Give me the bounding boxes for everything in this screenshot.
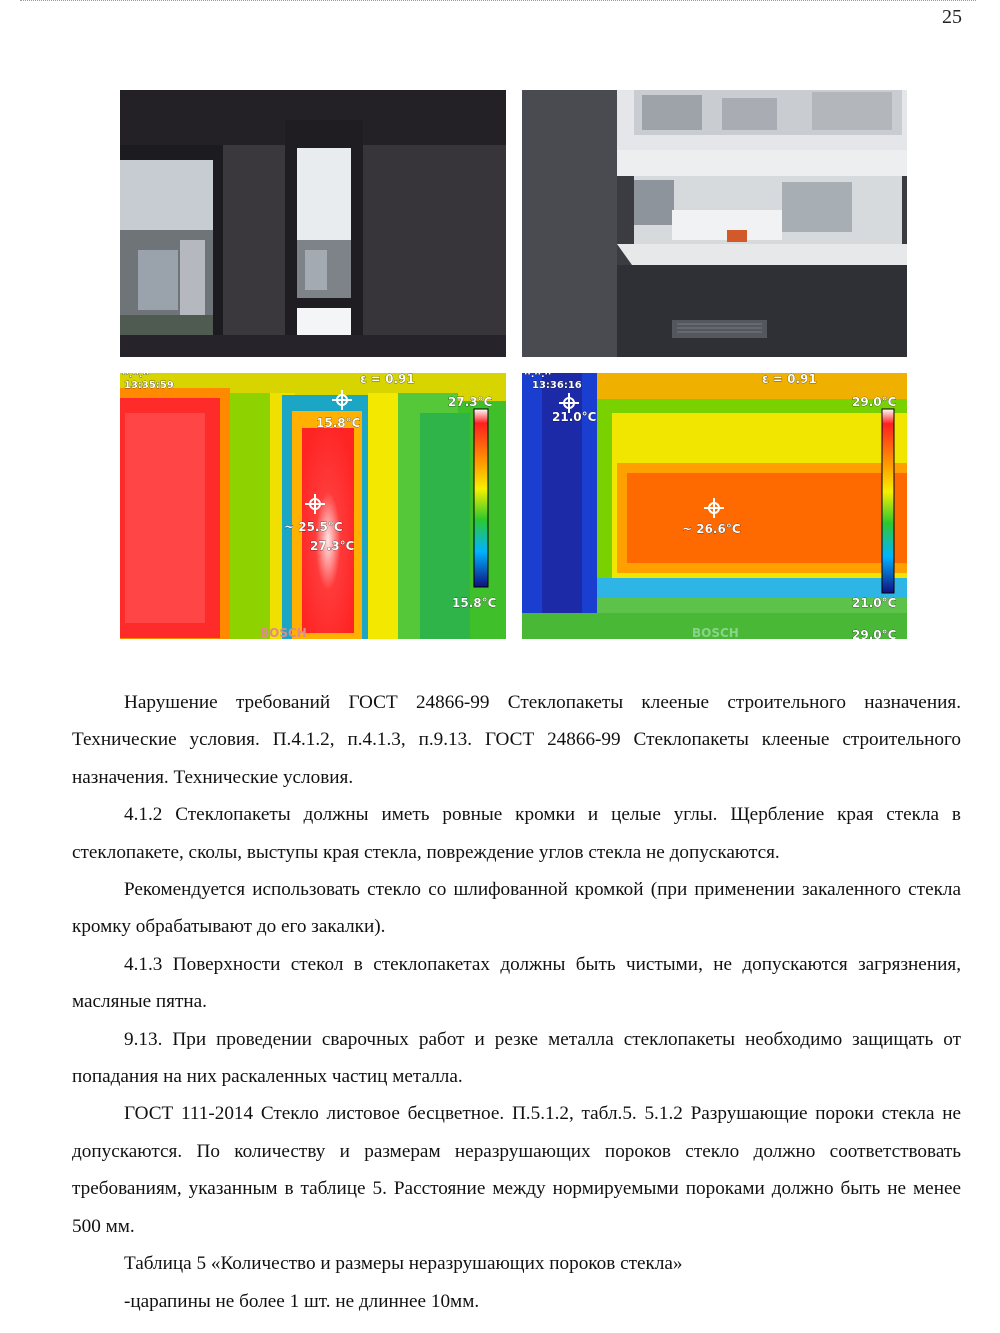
thermogram-left-marker-hot: 27.3°C: [310, 539, 355, 553]
paragraph: 4.1.3 Поверхности стекол в стеклопакетах должны быть чистыми, не допускаются загрязнения, масляные пятна.: [72, 953, 961, 1013]
thermogram-left-date: ··.··.··: [122, 373, 150, 380]
photo-window-interior: [120, 90, 506, 357]
thermogram-right-bottom-label: 29.0°C: [852, 628, 897, 639]
thermogram-left-time: 13:35:59: [124, 380, 174, 391]
thermogram-left-marker-center: ~ 25.5°C: [284, 520, 343, 534]
thermogram-right-date: ··.··.··: [524, 373, 552, 380]
thermogram-right-scale-min: 21.0°C: [852, 596, 897, 610]
paragraph: 4.1.2 Стеклопакеты должны иметь ровные кромки и целые углы. Щербление края стекла в стеклопакете, сколы, выступы края стекла, повреждение углов стекла не допускаются.: [72, 804, 961, 863]
thermogram-left-scale-min: 15.8°C: [452, 596, 497, 610]
paragraph: ГОСТ 111-2014 Стекло листовое бесцветное. П.5.1.2, табл.5. 5.1.2 Разрушающие пороки стекла не допускаются. По количеству и размерам неразрушающих пороков стекло должно соответствовать требованиям, указанным в таблице 5. Расстояние между нормируемыми пороками должно быть не менее 500 мм.: [72, 1103, 961, 1237]
thermogram-left: [120, 373, 506, 639]
thermogram-right-emissivity: ε = 0.91: [762, 373, 817, 386]
thermogram-right-marker-cold: 21.0°C: [552, 410, 597, 424]
thermogram-left-scale-max: 27.3°C: [448, 395, 493, 409]
top-dotted-rule: [20, 0, 976, 1]
document-body: [72, 684, 961, 1320]
thermogram-right: [522, 373, 907, 639]
paragraph: 9.13. При проведении сварочных работ и резке металла стеклопакеты необходимо защищать от попадания на них раскаленных частиц металла.: [72, 1028, 961, 1088]
thermogram-right-time: 13:36:16: [532, 380, 582, 391]
thermogram-left-emissivity: ε = 0.91: [360, 373, 415, 386]
thermogram-left-marker-cold: 15.8°C: [316, 416, 361, 430]
thermogram-right-marker-center: ~ 26.6°C: [682, 522, 741, 536]
photo-window-view: [522, 90, 907, 357]
table-caption: Таблица 5 «Количество и размеры неразрушающих пороков стекла»: [124, 1253, 683, 1275]
paragraph: Нарушение требований ГОСТ 24866-99 Стеклопакеты клееные строительного назначения. Технические условия. П.4.1.2, п.4.1.3, п.9.13. ГОСТ 24866-99 Стеклопакеты клееные строительного назначения. Технические условия.: [72, 692, 961, 788]
thermogram-right-brand: BOSCH: [692, 626, 739, 639]
thermogram-left-brand: BOSCH: [260, 626, 307, 639]
page-number: 25: [942, 6, 962, 28]
paragraph: Рекомендуется использовать стекло со шлифованной кромкой (при применении закаленного стекла кромку обрабатывают до его закалки).: [72, 879, 961, 938]
thermogram-right-scale-max: 29.0°C: [852, 395, 897, 409]
paragraph: -царапины не более 1 шт. не длиннее 10мм.: [124, 1290, 480, 1312]
